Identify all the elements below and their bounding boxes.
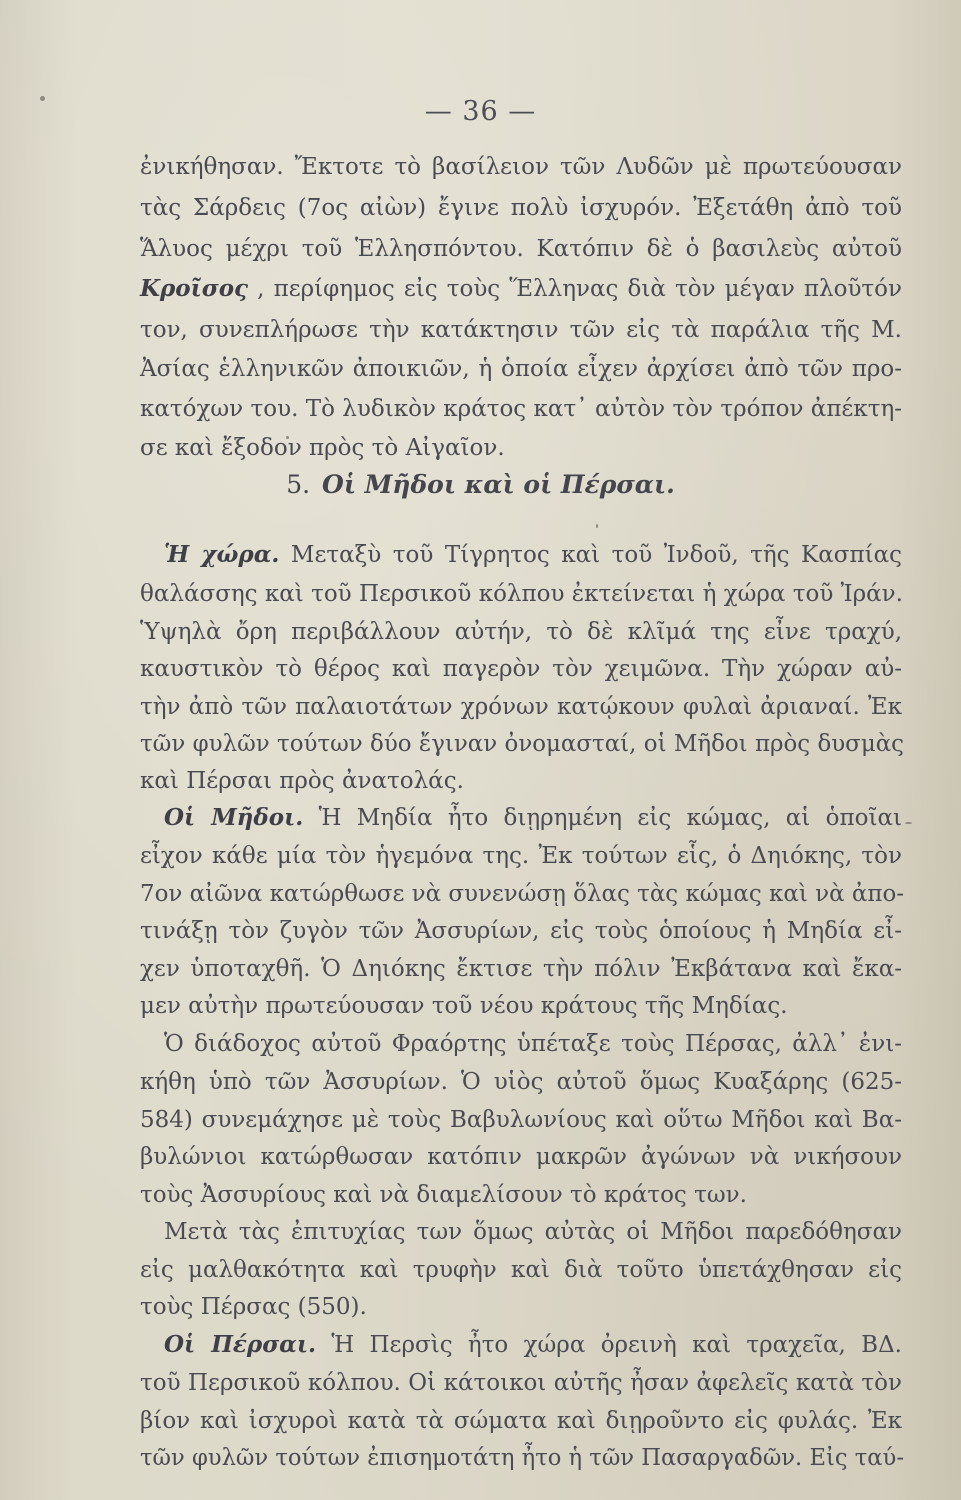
text-line: τινάξῃ τὸν ζυγὸν τῶν Ἀσσυρίων, εἰς τοὺς ὁποίους ἡ Μηδία εἶ-	[140, 918, 902, 944]
subhead-country: Ἡ χώρα.	[164, 541, 280, 568]
text-line: κήθη ὑπὸ τῶν Ἀσσυρίων. Ὁ υἱὸς αὐτοῦ ὅμως Κυαξάρης (625-	[140, 1069, 902, 1095]
paper-speck	[905, 822, 912, 824]
text-line: Ἅλυος μέχρι τοῦ Ἑλλησπόντου. Κατόπιν δὲ ὁ βασιλεὺς αὐτοῦ	[140, 236, 902, 262]
country-first: Μεταξὺ τοῦ Τίγρητος καὶ τοῦ Ἰνδοῦ, τῆς Κασπίας	[290, 542, 902, 568]
text-line	[164, 540, 902, 570]
text-line: 7ον αἰῶνα κατώρθωσε νὰ συνενώσῃ ὅλας τὰς κώμας καὶ νὰ ἀπο-	[140, 881, 905, 907]
text-line	[140, 274, 902, 304]
text-line: τοὺς Πέρσας (550).	[140, 1294, 367, 1320]
text-line: τῶν φυλῶν τούτων ἐπισημοτάτη ἦτο ἡ τῶν Πασαργαδῶν. Εἰς ταύ-	[140, 1445, 904, 1471]
text-line: χεν ὑποταχθῆ. Ὁ Δηιόκης ἔκτισε τὴν πόλιν Ἐκβάτανα καὶ ἔκα-	[140, 956, 902, 982]
text-line: τοῦ Περσικοῦ κόλπου. Οἱ κάτοικοι αὐτῆς ἦσαν ἀφελεῖς κατὰ τὸν	[140, 1370, 902, 1396]
text-line: θαλάσσης καὶ τοῦ Περσικοῦ κόλπου ἐκτείνεται ἡ χώρα τοῦ Ἰράν.	[140, 581, 903, 607]
kroisos-name: Κροῖσος	[140, 275, 249, 302]
paper-speck	[596, 524, 598, 528]
text-line	[164, 803, 902, 833]
text-line: βυλώνιοι κατώρθωσαν κατόπιν μακρῶν ἀγώνων νὰ νικήσουν	[140, 1144, 902, 1170]
text-line: 584) συνεμάχησε μὲ τοὺς Βαβυλωνίους καὶ οὕτω Μῆδοι καὶ Βα-	[140, 1107, 902, 1133]
section-number: 5.	[286, 470, 311, 499]
text-line: ἐνικήθησαν. Ἔκτοτε τὸ βασίλειον τῶν Λυδῶν μὲ πρωτεύουσαν	[140, 154, 902, 180]
text-line: τὰς Σάρδεις (7ος αἰὼν) ἔγινε πολὺ ἰσχυρόν. Ἐξετάθη ἀπὸ τοῦ	[140, 195, 902, 221]
subhead-persians: Οἱ Πέρσαι.	[164, 1331, 316, 1358]
text-line: κατόχων του. Τὸ λυδικὸν κράτος κατ᾿ αὐτὸν τὸν τρόπον ἀπέκτη-	[140, 396, 902, 422]
text-line: τοὺς Ἀσσυρίους καὶ νὰ διαμελίσουν τὸ κράτος των.	[140, 1182, 747, 1208]
section-heading	[0, 470, 961, 499]
text-line: καυστικὸν τὸ θέρος καὶ παγερὸν τὸν χειμῶνα. Τὴν χώραν αὐ-	[140, 656, 902, 682]
text-line: τὴν ἀπὸ τῶν παλαιοτάτων χρόνων κατῴκουν φυλαὶ ἀριαναί. Ἐκ	[140, 694, 902, 720]
medes-first: Ἡ Μηδία ἦτο διῃρημένη εἰς κώμας, αἱ ὁποῖαι	[318, 805, 903, 831]
text-line: Ὁ διάδοχος αὐτοῦ Φραόρτης ὑπέταξε τοὺς Πέρσας, ἀλλ᾿ ἐνι-	[164, 1031, 902, 1057]
text-line: τον, συνεπλήρωσε τὴν κατάκτησιν τῶν εἰς τὰ παράλια τῆς Μ.	[140, 317, 902, 343]
text-line: Μετὰ τὰς ἐπιτυχίας των ὅμως αὐτὰς οἱ Μῆδοι παρεδόθησαν	[164, 1219, 902, 1245]
text-line: εἰς μαλθακότητα καὶ τρυφὴν καὶ διὰ τοῦτο ὑπετάχθησαν εἰς	[140, 1257, 902, 1283]
text-line: Ὑψηλὰ ὄρη περιβάλλουν αὐτήν, τὸ δὲ κλῖμά της εἶνε τραχύ,	[140, 619, 902, 645]
text-line: τῶν φυλῶν τούτων δύο ἔγιναν ὀνομασταί, οἱ Μῆδοι πρὸς δυσμὰς	[140, 731, 905, 757]
text-line: καὶ Πέρσαι πρὸς ἀνατολάς.	[140, 768, 464, 794]
page-number: — 36 —	[424, 96, 537, 127]
text-line: βίον καὶ ἰσχυροὶ κατὰ τὰ σώματα καὶ διῃροῦντο εἰς φυλάς. Ἐκ	[140, 1408, 902, 1434]
text-line: μεν αὐτὴν πρωτεύουσαν τοῦ νέου κράτους τῆς Μηδίας.	[140, 993, 788, 1019]
text-line: Ἀσίας ἑλληνικῶν ἀποικιῶν, ἡ ὁποία εἶχεν ἀρχίσει ἀπὸ τῶν προ-	[140, 356, 902, 382]
text-line	[164, 1330, 902, 1360]
text-line: εἶχον κάθε μία τὸν ἡγεμόνα της. Ἐκ τούτων εἷς, ὁ Δηιόκης, τὸν	[140, 843, 902, 869]
kroisos-rest: , περίφημος εἰς τοὺς Ἕλληνας διὰ τὸν μέγαν πλοῦτόν	[257, 276, 902, 302]
text-line: σε καὶ ἔξοδον πρὸς τὸ Αἰγαῖον.	[140, 435, 505, 461]
persians-first: Ἡ Περσὶς ἦτο χώρα ὀρεινὴ καὶ τραχεῖα, ΒΔ.	[331, 1332, 902, 1358]
section-title: Οἱ Μῆδοι καὶ οἱ Πέρσαι.	[322, 470, 675, 499]
subhead-medes: Οἱ Μῆδοι.	[164, 804, 304, 831]
